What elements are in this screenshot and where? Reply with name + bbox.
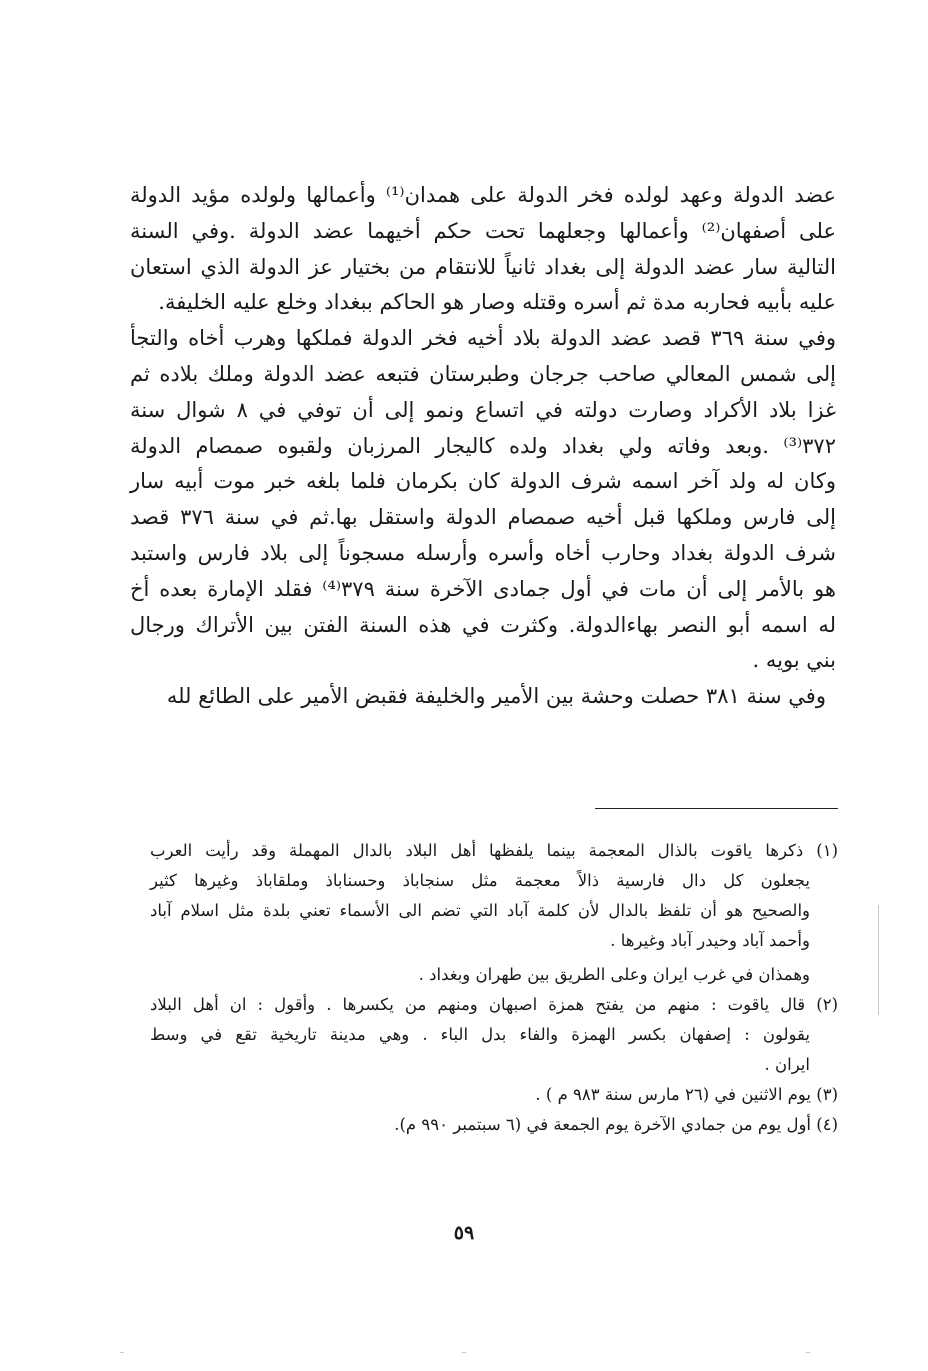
body-line: شرف الدولة بغداد وحارب أخاه وأسره وأرسله مسجوناً إلى بلاد فارس واستبد: [130, 540, 836, 565]
footnote-line: (٤) أول يوم من جمادي الآخرة يوم الجمعة في (٦ سبتمبر ٩٩٠ م).: [394, 1115, 838, 1134]
footnote-line: والصحيح هو أن تلفظ بالدال لأن كلمة آباد التي تضم الى الأسماء تعني بلدة مثل اسلام آباد: [150, 901, 810, 920]
body-line: عليه بأبيه فحاربه مدة ثم أسره وقتله وصار هو الحاكم ببغداد وخلع عليه الخليفة.: [158, 290, 836, 315]
footnote-line: ايران .: [764, 1055, 810, 1074]
footnote-line: وهمذان في غرب ايران وعلى الطريق بين طهران وبغداد .: [418, 965, 810, 984]
body-line: غزا بلاد الأكراد وصارت دولته في اتساع ونمو إلى أن توفي في ٨ شوال سنة: [130, 397, 836, 422]
scan-artifact-line: [878, 905, 879, 1015]
body-line: هو بالأمر إلى أن مات في أول جمادى الآخرة سنة ٣٧٩⁽⁴⁾ فقلد الإمارة بعده أخ: [130, 576, 836, 601]
body-line: على أصفهان⁽²⁾ وأعمالها وجعلهما تحت حكم أخيهما عضد الدولة .وفي السنة: [130, 218, 837, 243]
footnote-line: يجعلون كل دال فارسية ذالاً معجمة مثل سنجاباذ وحسناباذ وملقاباذ وغيرها كثير: [150, 871, 810, 890]
body-line: التالية سار عضد الدولة إلى بغداد ثانياً للانتقام من بختيار عز الدولة الذي استعان: [130, 254, 836, 279]
footnotes-block: [150, 836, 838, 1140]
footnote-line: (٢) قال ياقوت : منهم من يفتح همزة اصبهان ومنهم من يكسرها . وأقول : ان أهل البلاد: [150, 995, 838, 1014]
footnote-line: يقولون : إصفهان بكسر الهمزة والفاء بدل الباء . وهي مدينة تاريخية تقع في وسط: [150, 1025, 810, 1044]
body-line: إلى فارس وملكها قبل أخيه صمصام الدولة واستقل بها.ثم في سنة ٣٧٦ قصد: [130, 505, 836, 530]
body-line: ٣٧٢⁽³⁾ .وبعد وفاته ولي بغداد ولده كاليجار المرزبان ولقبوه صمصام الدولة: [130, 433, 836, 458]
page-number: ٥٩: [453, 1222, 475, 1244]
scan-artifact-line: [806, 1352, 810, 1353]
body-line: عضد الدولة وعهد لولده فخر الدولة على همدان⁽¹⁾ وأعمالها ولولده مؤيد الدولة: [130, 183, 836, 207]
body-line: بني بويه .: [752, 648, 836, 673]
body-line: وكان له ولد آخر اسمه شرف الدولة كان بكرمان فلما بلغه خبر موت أبيه سار: [130, 469, 836, 494]
footnote-line: وأحمد آباد وحيدر آباد وغيرها .: [610, 931, 810, 950]
footnote-line: (٣) يوم الاثنين في (٢٦ مارس سنة ٩٨٣ م ) .: [535, 1085, 838, 1104]
body-line: إلى شمس المعالي صاحب جرجان وطبرستان فتبعه عضد الدولة وملك بلاده ثم: [130, 361, 836, 386]
scan-artifact-line: [462, 1352, 466, 1353]
body-line: وفي سنة ٣٦٩ قصد عضد الدولة بلاد أخيه فخر الدولة فملكها وهرب أخاه والتجأ: [130, 326, 836, 351]
body-line: وفي سنة ٣٨١ حصلت وحشة بين الأمير والخليفة فقبض الأمير على الطائع لله: [166, 684, 826, 709]
footnote-line: (١) ذكرها ياقوت بالذال المعجمة بينما يلفظها أهل البلاد بالدال المهملة وقد رأيت العرب: [150, 841, 838, 860]
scan-artifact-line: [120, 1352, 124, 1353]
main-text-block: [130, 178, 836, 715]
body-line: له اسمه أبو النصر بهاءالدولة. وكثرت في هذه السنة الفتن بين الأتراك ورجال: [130, 612, 836, 637]
footnote-divider: [595, 808, 838, 809]
